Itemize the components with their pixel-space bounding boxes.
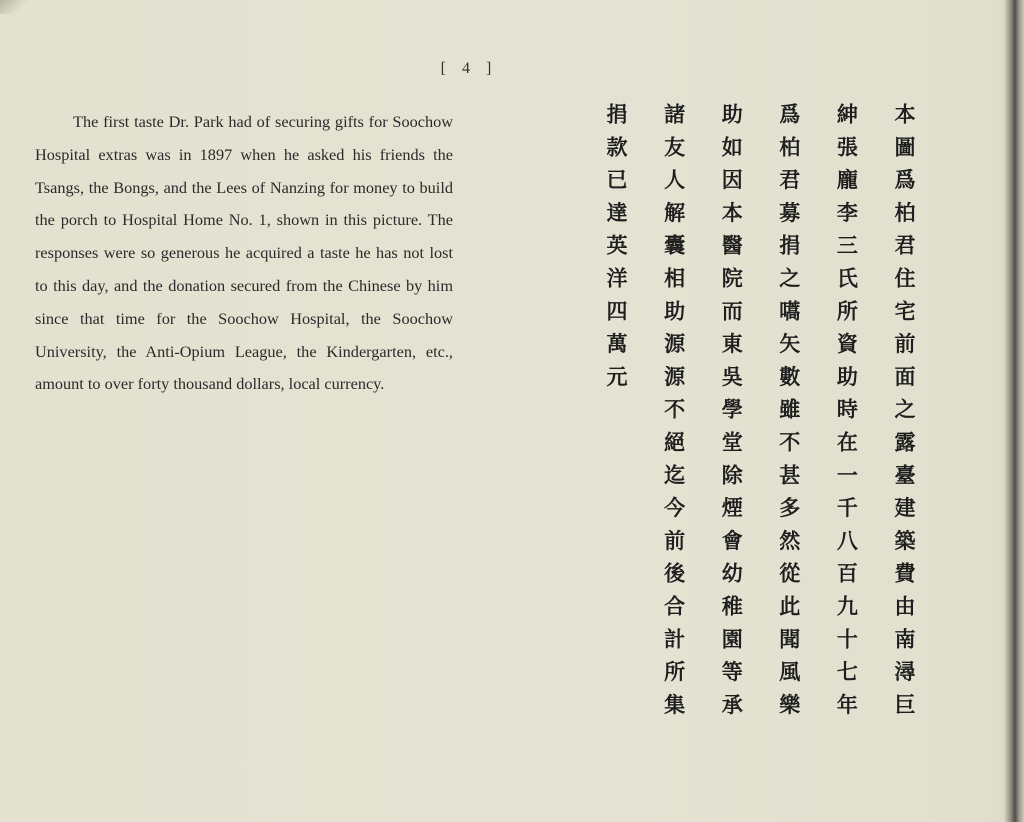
chinese-column-4: 助如因本醫院而東吳學堂除煙會幼稚園等承	[719, 103, 745, 727]
chinese-column-2: 紳張龐李三氏所資助時在一千八百九十七年	[834, 103, 860, 727]
chinese-text-block	[600, 103, 920, 743]
chinese-column-5: 諸友人解囊相助源源不絕迄今前後合計所集	[661, 103, 687, 727]
chinese-column-1: 本圖爲柏君住宅前面之露臺建築費由南潯巨	[891, 103, 917, 727]
book-spine-fold	[1004, 0, 1024, 822]
page-number: [ 4 ]	[440, 60, 498, 77]
page-corner-shadow	[0, 0, 28, 14]
english-paragraph: The first taste Dr. Park had of securing gifts for Soochow Hospital extras was in 1897 when he asked his friends the Tsangs, the Bongs, and the Lees of Nanzing for money to build the porch to Hospital Home No. 1, shown in this picture. The responses were so generous he acquired a taste he has not lost to this day, and the donation secured from the Chinese by him since that time for the Soochow Hospital, the Soochow University, the Anti-Opium League, the Kindergarten, etc., amount to over forty thousand dollars, local currency.	[35, 112, 453, 394]
chinese-column-3: 爲柏君募捐之嚆矢數雖不甚多然從此聞風樂	[776, 103, 802, 727]
chinese-column-6: 捐款已達英洋四萬元	[604, 103, 629, 399]
